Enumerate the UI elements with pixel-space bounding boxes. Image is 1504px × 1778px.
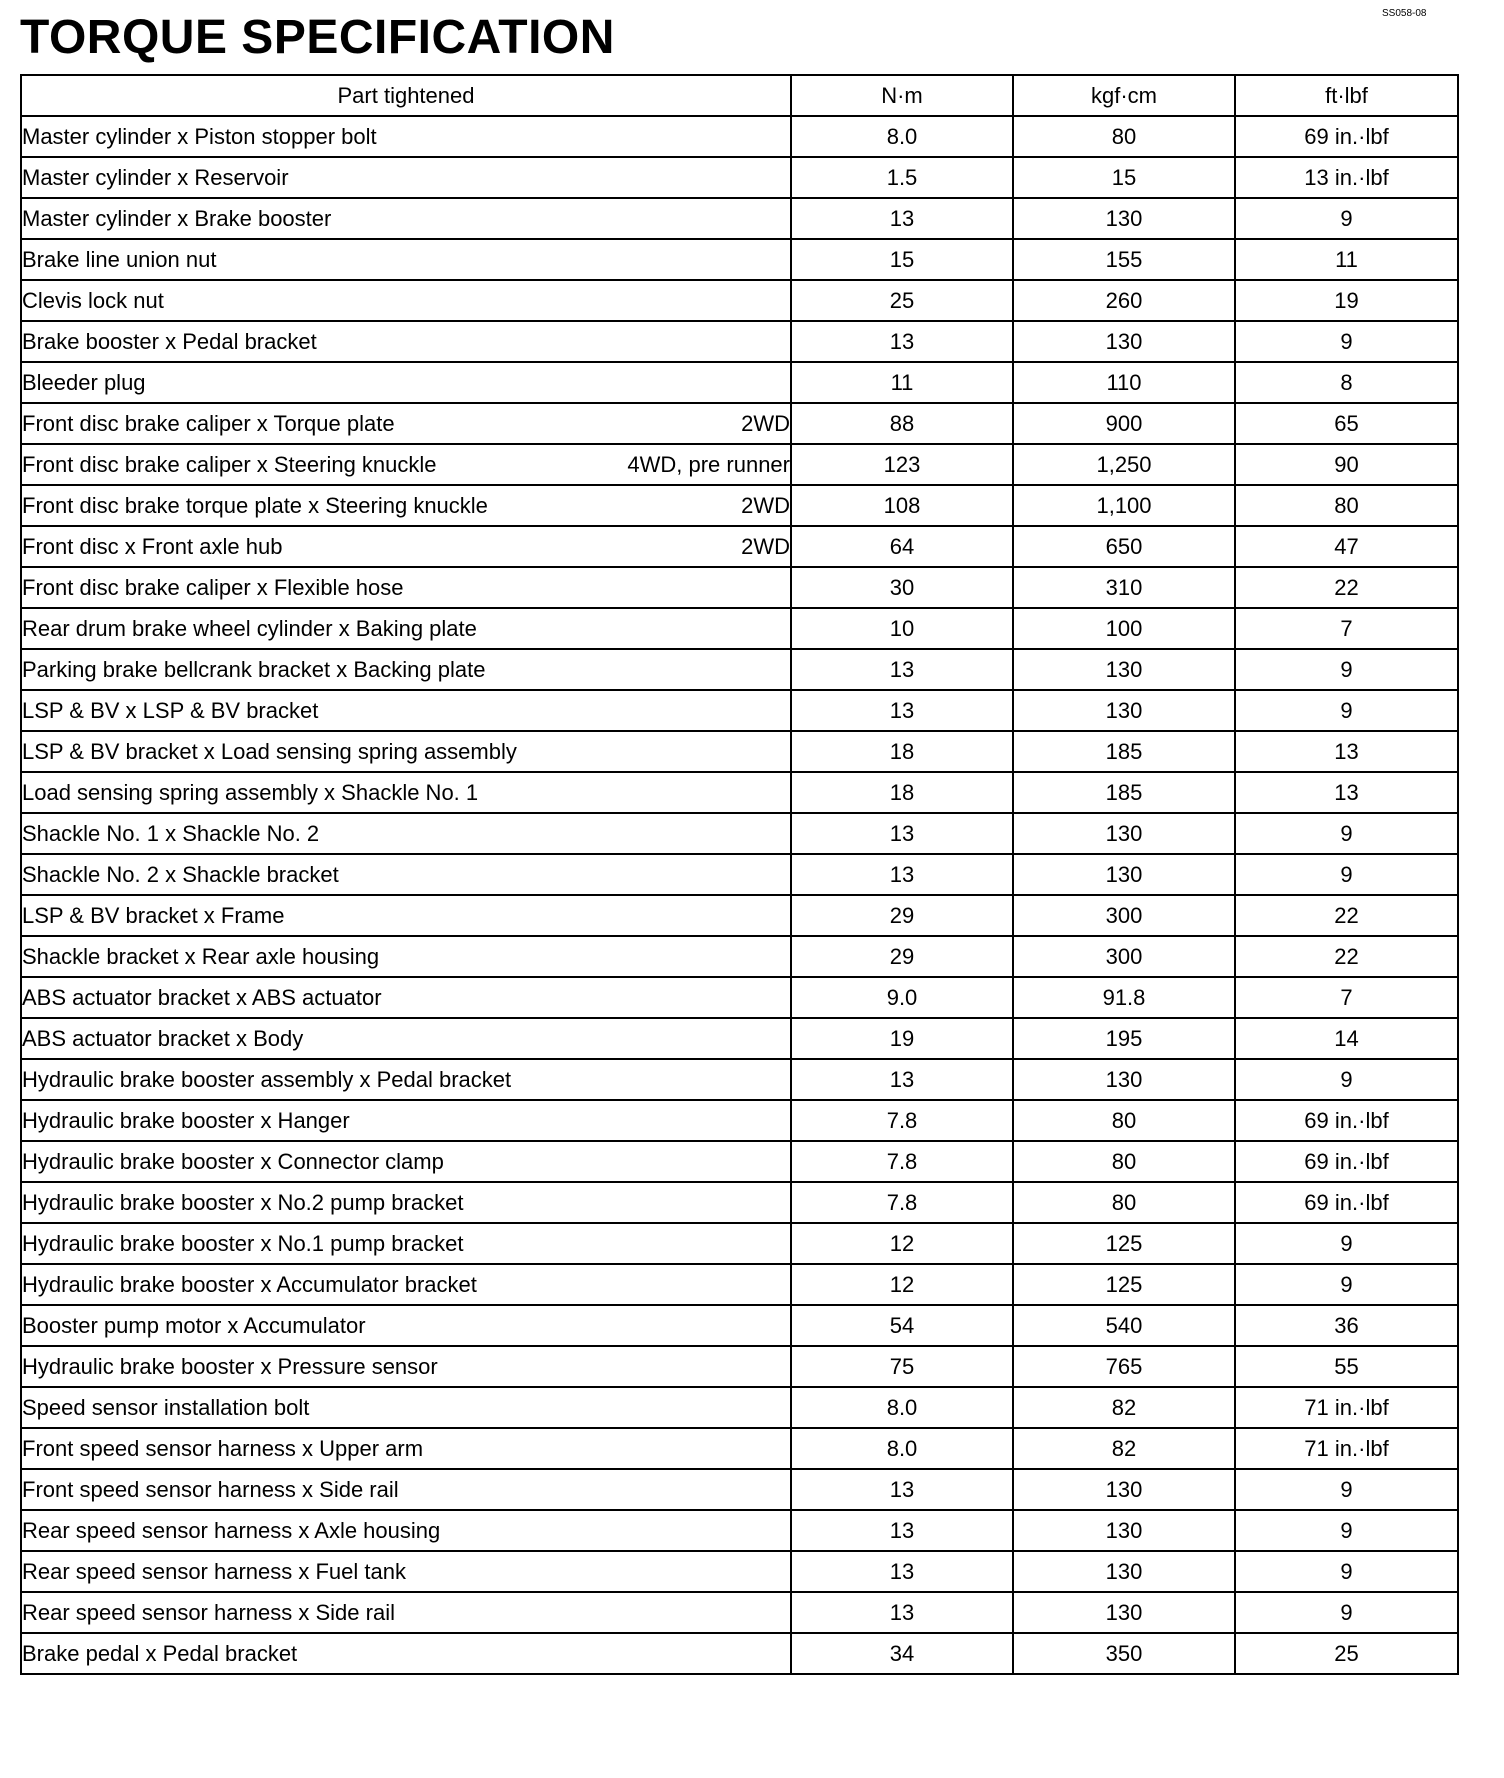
cell-ft-lbf: 80 xyxy=(1235,485,1458,526)
cell-part-tightened xyxy=(21,813,791,854)
part-name: Front speed sensor harness x Side rail xyxy=(22,1476,399,1502)
cell-nm: 13 xyxy=(791,1592,1013,1633)
cell-part-tightened xyxy=(21,1018,791,1059)
part-note: 2WD xyxy=(741,410,790,436)
part-name: Hydraulic brake booster assembly x Pedal bracket xyxy=(22,1066,512,1092)
cell-ft-lbf: 9 xyxy=(1235,813,1458,854)
part-name: Rear speed sensor harness x Side rail xyxy=(22,1599,395,1625)
cell-ft-lbf: 9 xyxy=(1235,1592,1458,1633)
cell-ft-lbf: 47 xyxy=(1235,526,1458,567)
cell-ft-lbf: 14 xyxy=(1235,1018,1458,1059)
cell-ft-lbf: 22 xyxy=(1235,936,1458,977)
cell-part-tightened xyxy=(21,608,791,649)
cell-ft-lbf: 9 xyxy=(1235,1510,1458,1551)
cell-nm: 13 xyxy=(791,1510,1013,1551)
cell-part-tightened xyxy=(21,1346,791,1387)
cell-ft-lbf: 9 xyxy=(1235,1059,1458,1100)
table-row xyxy=(21,1346,1458,1387)
table-row xyxy=(21,403,1458,444)
cell-kgf-cm: 540 xyxy=(1013,1305,1235,1346)
table-row xyxy=(21,526,1458,567)
cell-nm: 10 xyxy=(791,608,1013,649)
cell-nm: 13 xyxy=(791,198,1013,239)
part-name: ABS actuator bracket x Body xyxy=(22,1025,304,1051)
cell-part-tightened xyxy=(21,895,791,936)
part-note: 2WD xyxy=(741,492,790,518)
part-name: LSP & BV x LSP & BV bracket xyxy=(22,697,319,723)
part-name: Clevis lock nut xyxy=(22,287,164,313)
cell-part-tightened xyxy=(21,1510,791,1551)
cell-kgf-cm: 125 xyxy=(1013,1264,1235,1305)
cell-part-tightened xyxy=(21,854,791,895)
cell-kgf-cm: 82 xyxy=(1013,1387,1235,1428)
table-row xyxy=(21,895,1458,936)
cell-nm: 18 xyxy=(791,772,1013,813)
cell-nm: 64 xyxy=(791,526,1013,567)
table-row xyxy=(21,1387,1458,1428)
cell-part-tightened xyxy=(21,280,791,321)
cell-part-tightened xyxy=(21,1633,791,1674)
cell-nm: 30 xyxy=(791,567,1013,608)
cell-kgf-cm: 130 xyxy=(1013,854,1235,895)
table-row xyxy=(21,772,1458,813)
cell-ft-lbf: 7 xyxy=(1235,608,1458,649)
table-row xyxy=(21,1633,1458,1674)
cell-ft-lbf: 9 xyxy=(1235,854,1458,895)
cell-part-tightened xyxy=(21,1182,791,1223)
cell-part-tightened xyxy=(21,731,791,772)
cell-kgf-cm: 1,100 xyxy=(1013,485,1235,526)
cell-ft-lbf: 7 xyxy=(1235,977,1458,1018)
cell-nm: 11 xyxy=(791,362,1013,403)
cell-nm: 13 xyxy=(791,321,1013,362)
table-row xyxy=(21,690,1458,731)
cell-nm: 123 xyxy=(791,444,1013,485)
cell-kgf-cm: 310 xyxy=(1013,567,1235,608)
cell-nm: 13 xyxy=(791,813,1013,854)
cell-ft-lbf: 22 xyxy=(1235,895,1458,936)
cell-kgf-cm: 130 xyxy=(1013,690,1235,731)
cell-part-tightened xyxy=(21,977,791,1018)
part-name: LSP & BV bracket x Load sensing spring assembly xyxy=(22,738,517,764)
table-row xyxy=(21,567,1458,608)
cell-ft-lbf: 90 xyxy=(1235,444,1458,485)
cell-part-tightened xyxy=(21,649,791,690)
cell-nm: 15 xyxy=(791,239,1013,280)
cell-ft-lbf: 22 xyxy=(1235,567,1458,608)
table-row xyxy=(21,1305,1458,1346)
table-row xyxy=(21,1510,1458,1551)
header-nm: N·m xyxy=(791,75,1013,116)
cell-kgf-cm: 82 xyxy=(1013,1428,1235,1469)
cell-nm: 7.8 xyxy=(791,1100,1013,1141)
cell-kgf-cm: 350 xyxy=(1013,1633,1235,1674)
cell-part-tightened xyxy=(21,690,791,731)
cell-part-tightened xyxy=(21,1223,791,1264)
cell-part-tightened xyxy=(21,116,791,157)
table-row xyxy=(21,977,1458,1018)
table-row xyxy=(21,1428,1458,1469)
cell-part-tightened xyxy=(21,485,791,526)
cell-nm: 13 xyxy=(791,1551,1013,1592)
cell-ft-lbf: 69 in.·lbf xyxy=(1235,1182,1458,1223)
cell-nm: 8.0 xyxy=(791,1428,1013,1469)
cell-nm: 13 xyxy=(791,690,1013,731)
part-name: Hydraulic brake booster x Hanger xyxy=(22,1107,350,1133)
table-row xyxy=(21,1592,1458,1633)
cell-nm: 13 xyxy=(791,854,1013,895)
cell-part-tightened xyxy=(21,936,791,977)
part-name: Front disc brake caliper x Flexible hose xyxy=(22,574,404,600)
cell-kgf-cm: 130 xyxy=(1013,1592,1235,1633)
cell-nm: 19 xyxy=(791,1018,1013,1059)
cell-kgf-cm: 130 xyxy=(1013,1551,1235,1592)
cell-kgf-cm: 650 xyxy=(1013,526,1235,567)
cell-ft-lbf: 69 in.·lbf xyxy=(1235,1141,1458,1182)
cell-part-tightened xyxy=(21,239,791,280)
part-name: Hydraulic brake booster x Pressure sensor xyxy=(22,1353,438,1379)
cell-nm: 12 xyxy=(791,1264,1013,1305)
cell-ft-lbf: 9 xyxy=(1235,690,1458,731)
part-note: 2WD xyxy=(741,533,790,559)
part-name: Master cylinder x Piston stopper bolt xyxy=(22,123,377,149)
cell-nm: 13 xyxy=(791,649,1013,690)
part-note: 4WD, pre runner xyxy=(627,451,790,477)
cell-ft-lbf: 9 xyxy=(1235,1551,1458,1592)
cell-nm: 29 xyxy=(791,936,1013,977)
part-name: Brake booster x Pedal bracket xyxy=(22,328,317,354)
cell-kgf-cm: 155 xyxy=(1013,239,1235,280)
cell-part-tightened xyxy=(21,772,791,813)
table-row xyxy=(21,1264,1458,1305)
cell-ft-lbf: 8 xyxy=(1235,362,1458,403)
cell-part-tightened xyxy=(21,1428,791,1469)
cell-nm: 9.0 xyxy=(791,977,1013,1018)
part-name: Master cylinder x Reservoir xyxy=(22,164,289,190)
part-name: Shackle bracket x Rear axle housing xyxy=(22,943,380,969)
cell-ft-lbf: 13 in.·lbf xyxy=(1235,157,1458,198)
table-row xyxy=(21,321,1458,362)
cell-nm: 18 xyxy=(791,731,1013,772)
header-ft-lbf: ft·lbf xyxy=(1235,75,1458,116)
cell-kgf-cm: 130 xyxy=(1013,321,1235,362)
cell-nm: 13 xyxy=(791,1059,1013,1100)
cell-part-tightened xyxy=(21,526,791,567)
cell-nm: 54 xyxy=(791,1305,1013,1346)
cell-kgf-cm: 1,250 xyxy=(1013,444,1235,485)
table-body xyxy=(21,116,1458,1674)
part-name: Hydraulic brake booster x No.1 pump bracket xyxy=(22,1230,464,1256)
cell-kgf-cm: 100 xyxy=(1013,608,1235,649)
table-row xyxy=(21,608,1458,649)
cell-part-tightened xyxy=(21,1141,791,1182)
cell-kgf-cm: 80 xyxy=(1013,116,1235,157)
cell-kgf-cm: 91.8 xyxy=(1013,977,1235,1018)
cell-kgf-cm: 300 xyxy=(1013,895,1235,936)
cell-kgf-cm: 80 xyxy=(1013,1141,1235,1182)
cell-nm: 12 xyxy=(791,1223,1013,1264)
part-name: Front disc brake caliper x Torque plate xyxy=(22,410,395,436)
table-row xyxy=(21,1141,1458,1182)
cell-part-tightened xyxy=(21,1264,791,1305)
cell-ft-lbf: 9 xyxy=(1235,321,1458,362)
header-kgf-cm: kgf·cm xyxy=(1013,75,1235,116)
part-name: Hydraulic brake booster x No.2 pump bracket xyxy=(22,1189,464,1215)
table-row xyxy=(21,1182,1458,1223)
part-name: Front disc x Front axle hub xyxy=(22,533,283,559)
cell-kgf-cm: 130 xyxy=(1013,813,1235,854)
table-row xyxy=(21,485,1458,526)
table-row xyxy=(21,813,1458,854)
cell-part-tightened xyxy=(21,1551,791,1592)
table-row xyxy=(21,362,1458,403)
cell-part-tightened xyxy=(21,1059,791,1100)
cell-nm: 7.8 xyxy=(791,1182,1013,1223)
cell-ft-lbf: 71 in.·lbf xyxy=(1235,1387,1458,1428)
part-name: Booster pump motor x Accumulator xyxy=(22,1312,366,1338)
cell-part-tightened xyxy=(21,444,791,485)
cell-kgf-cm: 110 xyxy=(1013,362,1235,403)
table-row xyxy=(21,239,1458,280)
table-row xyxy=(21,649,1458,690)
part-name: Brake line union nut xyxy=(22,246,217,272)
cell-nm: 8.0 xyxy=(791,116,1013,157)
cell-ft-lbf: 9 xyxy=(1235,1469,1458,1510)
part-name: Load sensing spring assembly x Shackle No. 1 xyxy=(22,779,479,805)
table-row xyxy=(21,854,1458,895)
cell-part-tightened xyxy=(21,1387,791,1428)
part-name: Front disc brake caliper x Steering knuckle xyxy=(22,451,437,477)
cell-kgf-cm: 80 xyxy=(1013,1100,1235,1141)
part-name: Rear speed sensor harness x Fuel tank xyxy=(22,1558,406,1584)
part-name: Rear speed sensor harness x Axle housing xyxy=(22,1517,441,1543)
cell-nm: 88 xyxy=(791,403,1013,444)
part-name: Front speed sensor harness x Upper arm xyxy=(22,1435,424,1461)
cell-part-tightened xyxy=(21,198,791,239)
table-row xyxy=(21,936,1458,977)
cell-ft-lbf: 55 xyxy=(1235,1346,1458,1387)
cell-kgf-cm: 15 xyxy=(1013,157,1235,198)
cell-ft-lbf: 65 xyxy=(1235,403,1458,444)
cell-kgf-cm: 130 xyxy=(1013,649,1235,690)
header-part-tightened: Part tightened xyxy=(21,75,791,116)
cell-kgf-cm: 185 xyxy=(1013,731,1235,772)
cell-ft-lbf: 9 xyxy=(1235,1264,1458,1305)
cell-kgf-cm: 130 xyxy=(1013,1510,1235,1551)
cell-ft-lbf: 13 xyxy=(1235,731,1458,772)
cell-kgf-cm: 130 xyxy=(1013,1059,1235,1100)
cell-part-tightened xyxy=(21,567,791,608)
part-name: Front disc brake torque plate x Steering knuckle xyxy=(22,492,488,518)
cell-ft-lbf: 9 xyxy=(1235,198,1458,239)
part-name: Hydraulic brake booster x Connector clamp xyxy=(22,1148,444,1174)
cell-kgf-cm: 125 xyxy=(1013,1223,1235,1264)
cell-ft-lbf: 19 xyxy=(1235,280,1458,321)
cell-part-tightened xyxy=(21,403,791,444)
cell-ft-lbf: 9 xyxy=(1235,1223,1458,1264)
cell-nm: 29 xyxy=(791,895,1013,936)
table-row xyxy=(21,157,1458,198)
cell-part-tightened xyxy=(21,1469,791,1510)
cell-ft-lbf: 36 xyxy=(1235,1305,1458,1346)
document-code: SS058-08 xyxy=(1382,8,1427,19)
part-name: Parking brake bellcrank bracket x Backing plate xyxy=(22,656,486,682)
table-row xyxy=(21,280,1458,321)
cell-kgf-cm: 765 xyxy=(1013,1346,1235,1387)
cell-nm: 25 xyxy=(791,280,1013,321)
part-name: Speed sensor installation bolt xyxy=(22,1394,310,1420)
cell-kgf-cm: 80 xyxy=(1013,1182,1235,1223)
cell-nm: 7.8 xyxy=(791,1141,1013,1182)
cell-kgf-cm: 130 xyxy=(1013,1469,1235,1510)
table-row xyxy=(21,116,1458,157)
cell-ft-lbf: 71 in.·lbf xyxy=(1235,1428,1458,1469)
cell-part-tightened xyxy=(21,1592,791,1633)
cell-part-tightened xyxy=(21,321,791,362)
table-row xyxy=(21,1551,1458,1592)
part-name: Master cylinder x Brake booster xyxy=(22,205,332,231)
cell-nm: 8.0 xyxy=(791,1387,1013,1428)
part-name: LSP & BV bracket x Frame xyxy=(22,902,285,928)
cell-ft-lbf: 25 xyxy=(1235,1633,1458,1674)
part-name: Brake pedal x Pedal bracket xyxy=(22,1640,298,1666)
cell-nm: 108 xyxy=(791,485,1013,526)
cell-kgf-cm: 900 xyxy=(1013,403,1235,444)
page-title: TORQUE SPECIFICATION xyxy=(20,11,615,64)
cell-part-tightened xyxy=(21,362,791,403)
cell-kgf-cm: 185 xyxy=(1013,772,1235,813)
cell-kgf-cm: 300 xyxy=(1013,936,1235,977)
table-row xyxy=(21,198,1458,239)
table-row xyxy=(21,1059,1458,1100)
part-name: Rear drum brake wheel cylinder x Baking plate xyxy=(22,615,477,641)
cell-kgf-cm: 260 xyxy=(1013,280,1235,321)
cell-ft-lbf: 13 xyxy=(1235,772,1458,813)
part-name: ABS actuator bracket x ABS actuator xyxy=(22,984,382,1010)
part-name: Hydraulic brake booster x Accumulator bracket xyxy=(22,1271,477,1297)
cell-part-tightened xyxy=(21,1305,791,1346)
table-row xyxy=(21,1223,1458,1264)
table-row xyxy=(21,1018,1458,1059)
cell-kgf-cm: 130 xyxy=(1013,198,1235,239)
cell-ft-lbf: 69 in.·lbf xyxy=(1235,116,1458,157)
cell-nm: 1.5 xyxy=(791,157,1013,198)
torque-spec-table xyxy=(20,74,1459,1675)
table-row xyxy=(21,731,1458,772)
cell-part-tightened xyxy=(21,1100,791,1141)
cell-part-tightened xyxy=(21,157,791,198)
table-row xyxy=(21,1100,1458,1141)
cell-kgf-cm: 195 xyxy=(1013,1018,1235,1059)
cell-nm: 13 xyxy=(791,1469,1013,1510)
cell-nm: 75 xyxy=(791,1346,1013,1387)
table-row xyxy=(21,444,1458,485)
table-header-row xyxy=(21,75,1458,116)
cell-nm: 34 xyxy=(791,1633,1013,1674)
table-row xyxy=(21,1469,1458,1510)
cell-ft-lbf: 69 in.·lbf xyxy=(1235,1100,1458,1141)
part-name: Bleeder plug xyxy=(22,369,146,395)
cell-ft-lbf: 9 xyxy=(1235,649,1458,690)
part-name: Shackle No. 1 x Shackle No. 2 xyxy=(22,820,320,846)
cell-ft-lbf: 11 xyxy=(1235,239,1458,280)
part-name: Shackle No. 2 x Shackle bracket xyxy=(22,861,339,887)
